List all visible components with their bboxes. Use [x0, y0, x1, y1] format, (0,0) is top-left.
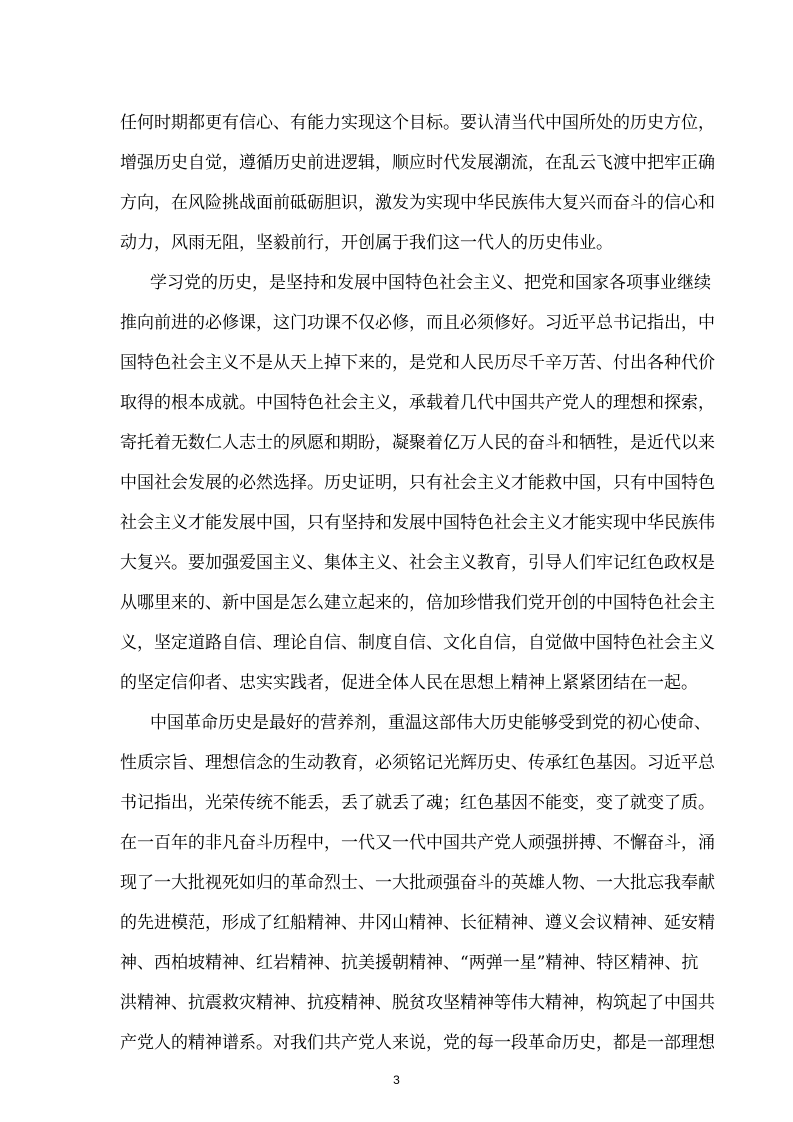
paragraph-2-line: 国特色社会主义不是从天上掉下来的，是党和人民历尽千辛万苦、付出各种代价 — [120, 353, 715, 373]
paragraph-3-line: 现了一大批视死如归的革命烈士、一大批顽强奋斗的英雄人物、一大批忘我奉献 — [120, 873, 715, 893]
paragraph-2-line: 从哪里来的、新中国是怎么建立起来的，倍加珍惜我们党开创的中国特色社会主 — [120, 593, 715, 613]
paragraph-1-line: 任何时期都更有信心、有能力实现这个目标。要认清当代中国所处的历史方位， — [120, 113, 715, 133]
paragraph-3-line: 中国革命历史是最好的营养剂，重温这部伟大历史能够受到党的初心使命、 — [150, 713, 711, 733]
paragraph-3-line: 在一百年的非凡奋斗历程中，一代又一代中国共产党人顽强拼搏、不懈奋斗，涌 — [120, 833, 715, 853]
paragraph-2-line: 取得的根本成就。中国特色社会主义，承载着几代中国共产党人的理想和探索， — [120, 393, 715, 413]
paragraph-2-line: 学习党的历史，是坚持和发展中国特色社会主义、把党和国家各项事业继续 — [150, 273, 711, 293]
paragraph-2-line: 推向前进的必修课，这门功课不仅必修，而且必须修好。习近平总书记指出，中 — [120, 313, 715, 333]
paragraph-1-line: 增强历史自觉，遵循历史前进逻辑，顺应时代发展潮流，在乱云飞渡中把牢正确 — [120, 153, 715, 173]
page-number: 3 — [393, 1073, 400, 1087]
paragraph-2-line: 义，坚定道路自信、理论自信、制度自信、文化自信，自觉做中国特色社会主义 — [120, 633, 715, 653]
paragraph-2-line: 社会主义才能发展中国，只有坚持和发展中国特色社会主义才能实现中华民族伟 — [120, 513, 715, 533]
paragraph-1-line: 动力，风雨无阻，坚毅前行，开创属于我们这一代人的历史伟业。 — [120, 233, 613, 253]
paragraph-3-line: 产党人的精神谱系。对我们共产党人来说，党的每一段革命历史，都是一部理想 — [120, 1033, 715, 1053]
paragraph-2-line: 大复兴。要加强爱国主义、集体主义、社会主义教育，引导人们牢记红色政权是 — [120, 553, 715, 573]
paragraph-3-line: 书记指出，光荣传统不能丢，丢了就丢了魂；红色基因不能变，变了就变了质。 — [120, 793, 715, 813]
paragraph-2-line: 寄托着无数仁人志士的夙愿和期盼，凝聚着亿万人民的奋斗和牺牲，是近代以来 — [120, 433, 715, 453]
paragraph-3-line: 性质宗旨、理想信念的生动教育，必须铭记光辉历史、传承红色基因。习近平总 — [120, 753, 715, 773]
paragraph-2-line: 的坚定信仰者、忠实实践者，促进全体人民在思想上精神上紧紧团结在一起。 — [120, 673, 698, 693]
paragraph-3-line: 的先进模范，形成了红船精神、井冈山精神、长征精神、遵义会议精神、延安精 — [120, 913, 715, 933]
paragraph-2-line: 中国社会发展的必然选择。历史证明，只有社会主义才能救中国，只有中国特色 — [120, 473, 715, 493]
paragraph-3-line: 洪精神、抗震救灾精神、抗疫精神、脱贫攻坚精神等伟大精神，构筑起了中国共 — [120, 993, 715, 1013]
paragraph-1-line: 方向，在风险挑战面前砥砺胆识，激发为实现中华民族伟大复兴而奋斗的信心和 — [120, 193, 715, 213]
paragraph-3-line: 神、西柏坡精神、红岩精神、抗美援朝精神、“两弹一星”精神、特区精神、抗 — [120, 953, 699, 973]
